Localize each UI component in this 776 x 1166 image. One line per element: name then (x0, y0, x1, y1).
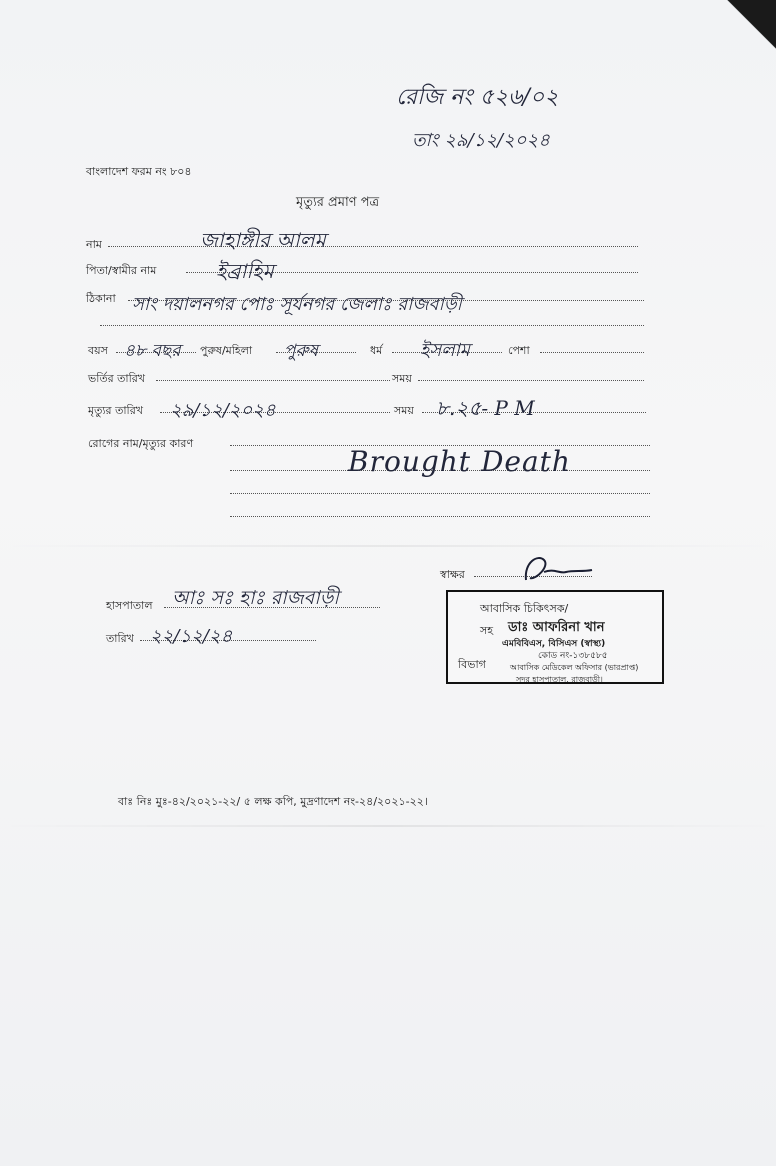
occupation-label: পেশা (508, 344, 530, 357)
age-label: বয়স (88, 344, 108, 357)
admission-time-dotted-line (418, 380, 644, 381)
admission-time-label: সময় (392, 372, 412, 385)
form-number: বাংলাদেশ ফরম নং ৮০৪ (86, 165, 192, 178)
stamp-code: কোড নং-১৩৮৫৮৫ (538, 651, 608, 661)
gender-value: পুরুষ (284, 341, 318, 361)
stamp-designation: আবাসিক মেডিকেল অফিসার (ভারপ্রাপ্ত) (510, 663, 639, 672)
death-date-value: ২৯/১২/২০২৪ (170, 400, 276, 421)
death-time-value: ৮.২৫- P M (436, 396, 535, 420)
paper-fold-line (0, 825, 776, 827)
name-value: জাহাঙ্গীর আলম (200, 228, 326, 252)
address-dotted-line-2 (100, 325, 644, 326)
occupation-dotted-line (540, 352, 644, 353)
paper-fold-line (0, 545, 776, 547)
stamp-office: সদর হাসপাতাল, রাজবাড়ী। (516, 675, 603, 684)
cause-value: Brought Death (348, 445, 571, 478)
page-title: মৃত্যুর প্রমাণ পত্র (296, 195, 380, 210)
stamp-line-2-prefix: সহ (480, 624, 494, 637)
registration-number: রেজি নং ৫২৬/০২ (396, 85, 559, 110)
stamp-department-label: বিভাগ (458, 658, 486, 671)
stamp-doctor-name: ডাঃ আফরিনা খান (508, 620, 605, 635)
print-footer: বাঃ নিঃ মুঃ-৪২/২০২১-২২/ ৫ লক্ষ কপি, মুদ্রণাদেশ নং-২৪/২০২১-২২। (118, 795, 428, 808)
cause-dotted-line-3 (230, 493, 650, 494)
stamp-line-1: আবাসিক চিকিৎসক/ (480, 602, 569, 615)
death-date-label: মৃত্যুর তারিখ (88, 404, 143, 417)
registration-date: তাং ২৯/১২/২০২৪ (412, 130, 550, 151)
cause-label: রোগের নাম/মৃত্যুর কারণ (88, 437, 194, 450)
stamp-degree: এমবিবিএস, বিসিএস (স্বাস্থ্য) (502, 639, 606, 649)
address-value: সাং দয়ালনগর পোঃ সূর্যনগর জেলাঃ রাজবাড়ী (132, 294, 462, 315)
name-label: নাম (86, 238, 102, 251)
doctor-stamp (446, 590, 664, 684)
religion-value: ইসলাম (420, 340, 470, 361)
hospital-label: হাসপাতাল (106, 599, 153, 612)
gender-label: পুরুষ/মহিলা (200, 344, 253, 357)
death-time-label: সময় (394, 404, 414, 417)
cause-dotted-line-4 (230, 516, 650, 517)
hospital-value: আঃ সঃ হাঃ রাজবাড়ী (172, 587, 339, 609)
admission-date-label: ভর্তির তারিখ (88, 372, 146, 385)
address-label: ঠিকানা (86, 292, 116, 305)
signature-mark (518, 552, 598, 586)
signature-label: স্বাক্ষর (440, 568, 465, 581)
admission-date-dotted-line (156, 380, 390, 381)
hospital-date-label: তারিখ (106, 632, 134, 645)
religion-label: ধর্ম (370, 344, 383, 357)
dark-background-corner (716, 0, 776, 60)
hospital-date-value: ২২/১২/২৪ (150, 626, 233, 647)
father-label: পিতা/স্বামীর নাম (86, 264, 157, 277)
age-value: ৪৮ বছর (124, 341, 181, 361)
name-dotted-line (108, 246, 638, 247)
father-value: ইব্রাহিম (216, 259, 274, 283)
